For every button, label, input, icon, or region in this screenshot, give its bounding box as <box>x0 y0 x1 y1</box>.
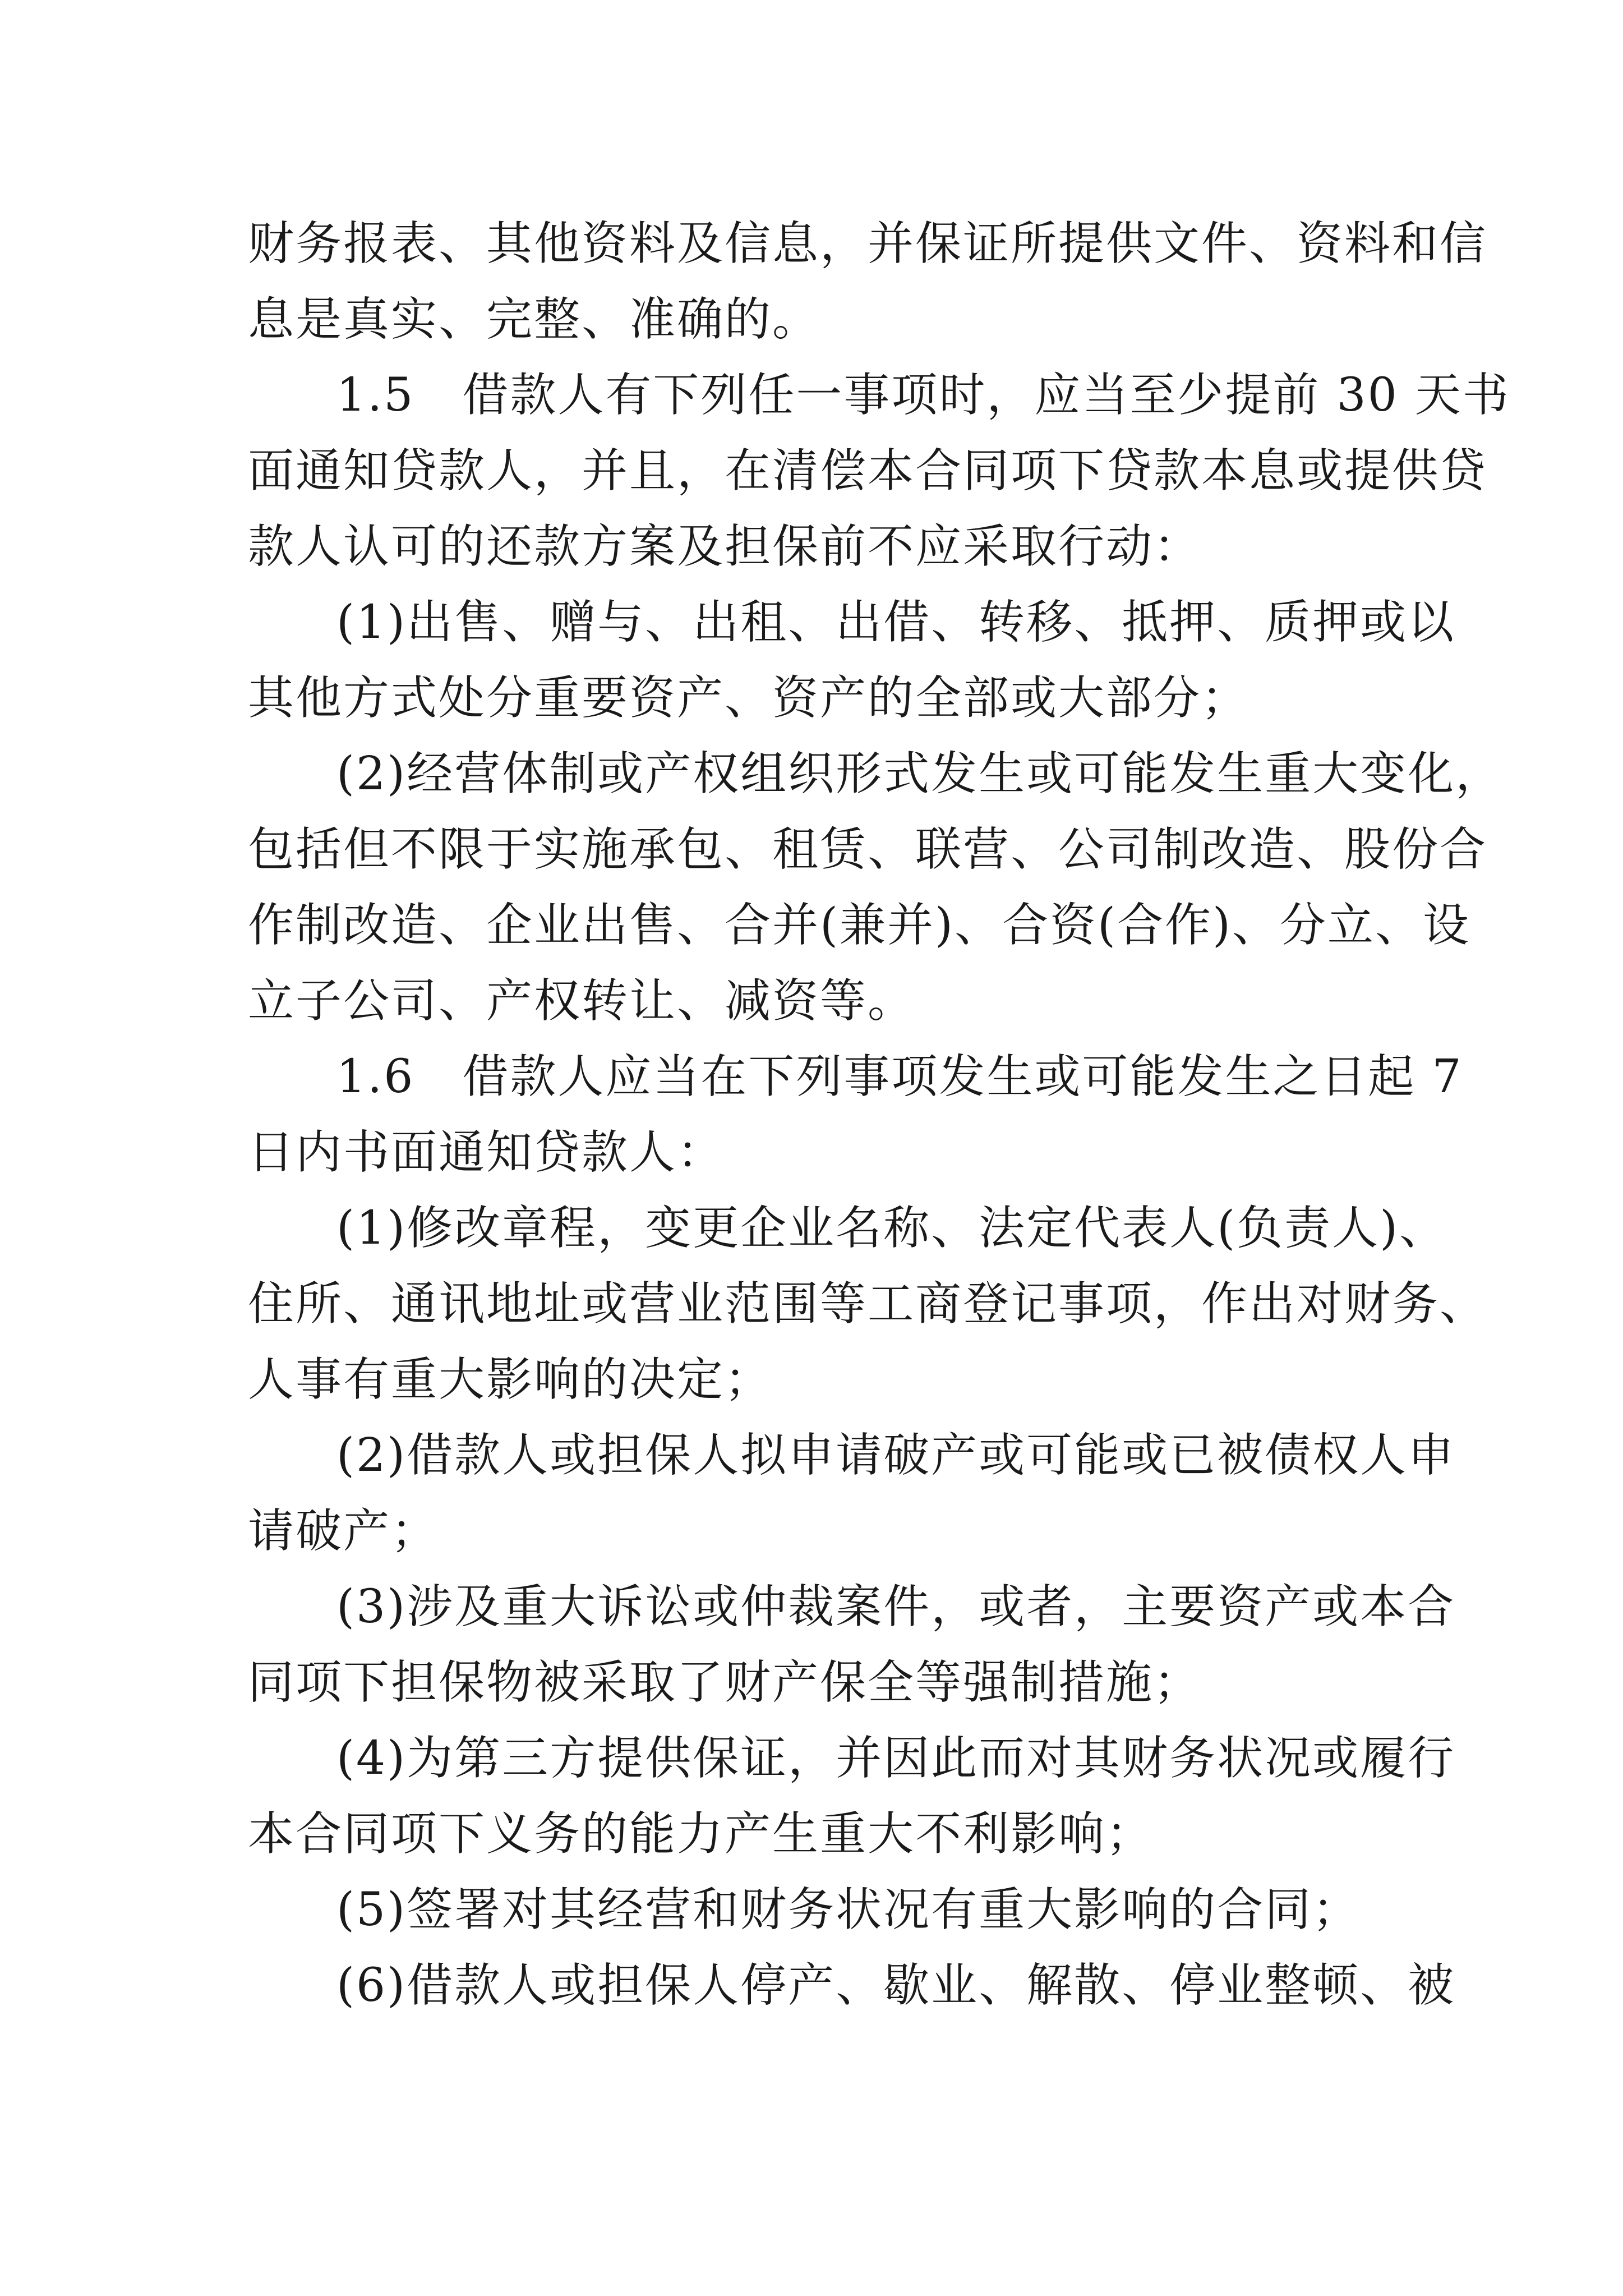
list-item-line: (1)出售、赠与、出租、出借、转移、抵押、质押或以 <box>336 596 1456 649</box>
paragraph-1-5-line: 1.5 借款人有下列任一事项时，应当至少提前 30 天书 <box>336 369 1510 422</box>
text-line: 息是真实、完整、准确的。 <box>248 293 820 346</box>
text-line: 本合同项下义务的能力产生重大不利影响； <box>248 1807 1154 1861</box>
text-line: 立子公司、产权转让、减资等。 <box>248 974 916 1028</box>
text-line: 其他方式处分重要资产、资产的全部或大部分； <box>248 671 1249 725</box>
text-line: 同项下担保物被采取了财产保全等强制措施； <box>248 1656 1202 1709</box>
text-line: 面通知贷款人，并且，在清偿本合同项下贷款本息或提供贷 <box>248 444 1488 498</box>
list-item-line: (2)经营体制或产权组织形式发生或可能发生重大变化， <box>336 747 1504 800</box>
text-line: 请破产； <box>248 1504 439 1558</box>
text-line: 日内书面通知贷款人： <box>248 1126 725 1179</box>
text-line: 人事有重大影响的决定； <box>248 1353 773 1406</box>
list-item-line: (2)借款人或担保人拟申请破产或可能或已被债权人申 <box>336 1429 1456 1482</box>
list-item-line: (3)涉及重大诉讼或仲裁案件，或者，主要资产或本合 <box>336 1580 1456 1634</box>
text-line: 包括但不限于实施承包、租赁、联营、公司制改造、股份合 <box>248 823 1488 876</box>
list-item-line: (6)借款人或担保人停产、歇业、解散、停业整顿、被 <box>336 1959 1456 2012</box>
text-line: 款人认可的还款方案及担保前不应采取行动： <box>248 520 1202 573</box>
list-item-line: (5)签署对其经营和财务状况有重大影响的合同； <box>336 1883 1361 1936</box>
text-line: 住所、通讯地址或营业范围等工商登记事项，作出对财务、 <box>248 1277 1488 1331</box>
text-line: 作制改造、企业出售、合并(兼并)、合资(合作)、分立、设 <box>248 899 1470 952</box>
list-item-line: (1)修改章程，变更企业名称、法定代表人(负责人)、 <box>336 1202 1447 1255</box>
paragraph-1-6-line: 1.6 借款人应当在下列事项发生或可能发生之日起 7 <box>336 1050 1463 1103</box>
list-item-line: (4)为第三方提供保证，并因此而对其财务状况或履行 <box>336 1732 1456 1785</box>
text-line: 财务报表、其他资料及信息，并保证所提供文件、资料和信 <box>248 217 1488 270</box>
